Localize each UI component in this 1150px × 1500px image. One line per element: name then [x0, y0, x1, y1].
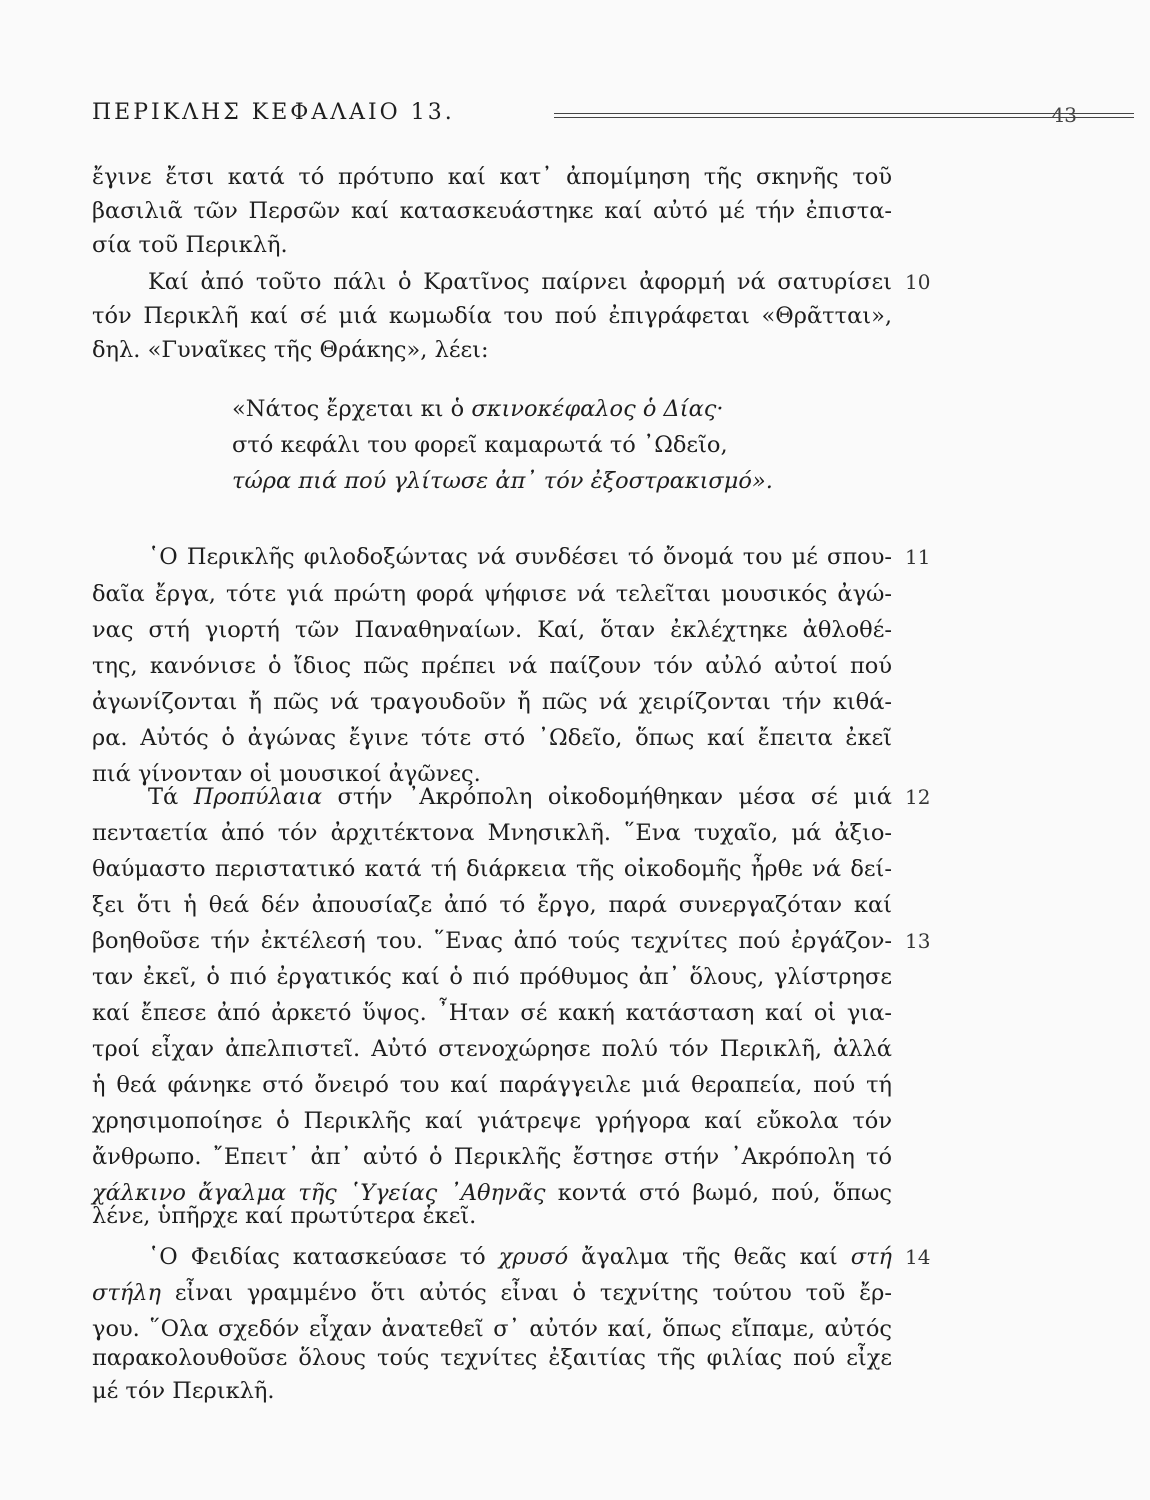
text-run: στήν ᾿Ακρόπολη οἰκοδομήθηκαν μέσα σέ μιά: [322, 784, 893, 810]
text-run: εἶναι γραμμένο ὅτι αὐτός εἶναι ὁ τεχνίτης τούτου τοῦ ἔρ-: [161, 1280, 892, 1306]
text-line: τροί εἶχαν ἀπελπιστεῖ. Αὐτό στενοχώρησε πολύ τόν Περικλῆ, ἀλλά: [92, 1036, 892, 1062]
verse-line: [232, 464, 773, 498]
margin-line-number: 12: [905, 785, 931, 809]
text-line: πιά γίνονταν οἱ μουσικοί ἀγῶνες.: [92, 761, 481, 787]
italic-term: χάλκινο ἄγαλμα τῆς ῾Υγείας ᾿Αθηνᾶς: [92, 1180, 546, 1206]
text-line: ρα. Αὐτός ὁ ἀγώνας ἔγινε τότε στό ᾿Ωδεῖο, ὅπως καί ἔπειτα ἐκεῖ: [92, 725, 892, 751]
text-line: ταν ἐκεῖ, ὁ πιό ἐργατικός καί ὁ πιό πρόθυμος ἀπ᾽ ὅλους, γλίστρησε: [92, 964, 892, 990]
text-run: ῾Ο Φειδίας κατασκεύασε τό: [148, 1244, 499, 1270]
text-line: ἡ θεά φάνηκε στό ὄνειρό του καί παράγγειλε μιά θεραπεία, πού τή: [92, 1072, 892, 1098]
text-run: Τά: [148, 784, 194, 810]
text-line: θαύμαστο περιστατικό κατά τή διάρκεια τῆς οἰκοδομῆς ἦρθε νά δεί-: [92, 856, 892, 882]
margin-line-number: 11: [905, 545, 931, 569]
italic-term: χρυσό: [498, 1244, 569, 1270]
text-line: ῾Ο Περικλῆς φιλοδοξώντας νά συνδέσει τό ὄνομά του μέ σπου-: [148, 544, 892, 570]
verse-line: [232, 392, 724, 426]
text-line: καί ἔπεσε ἀπό ἀρκετό ὕψος. ῏Ηταν σέ κακή κατάσταση καί οἱ για-: [92, 1000, 892, 1026]
margin-line-number: 13: [905, 929, 931, 953]
text-line: ἔγινε ἔτσι κατά τό πρότυπο καί κατ᾽ ἀπομίμηση τῆς σκηνῆς τοῦ: [92, 164, 892, 190]
verse-text: «Νάτος ἔρχεται κι ὁ: [232, 396, 472, 422]
text-line: [148, 1240, 892, 1274]
text-line: δαῖα ἔργα, τότε γιά πρώτη φορά ψήφισε νά τελεῖται μουσικός ἀγώ-: [92, 581, 892, 607]
text-line: παρακολουθοῦσε ὅλους τούς τεχνίτες ἐξαιτίας τῆς φιλίας πού εἶχε: [92, 1345, 892, 1371]
text-line: της, κανόνισε ὁ ἴδιος πῶς πρέπει νά παίζουν τόν αὐλό αὐτοί πού: [92, 653, 892, 679]
text-run: ἄγαλμα τῆς θεᾶς καί: [568, 1244, 851, 1270]
verse-italic: τώρα πιά πού γλίτωσε ἀπ᾽ τόν ἐξοστρακισμό».: [232, 468, 773, 494]
text-line: Καί ἀπό τοῦτο πάλι ὁ Κρατῖνος παίρνει ἀφορμή νά σατυρίσει: [148, 269, 892, 295]
text-line: βοηθοῦσε τήν ἐκτέλεσή του. ῞Ενας ἀπό τούς τεχνίτες πού ἐργάζον-: [92, 928, 892, 954]
italic-term: στήλη: [92, 1280, 162, 1306]
header-rule: [554, 113, 1134, 118]
running-header: [92, 100, 1077, 134]
text-line: [148, 780, 892, 814]
text-line: δηλ. «Γυναῖκες τῆς Θράκης», λέει:: [92, 337, 489, 363]
text-line: μέ τόν Περικλῆ.: [92, 1378, 275, 1404]
text-line: νας στή γιορτή τῶν Παναθηναίων. Καί, ὅταν ἐκλέχτηκε ἀθλοθέ-: [92, 617, 892, 643]
text-line: [92, 1276, 892, 1310]
text-line: ξει ὅτι ἡ θεά δέν ἀπουσίαζε ἀπό τό ἔργο, παρά συνεργαζόταν καί: [92, 892, 892, 918]
page-number: 43: [1051, 103, 1077, 127]
verse-italic: σκινοκέφαλος ὁ Δίας·: [471, 396, 724, 422]
text-line: ἀγωνίζονται ἤ πῶς νά τραγουδοῦν ἤ πῶς νά χειρίζονται τήν κιθά-: [92, 689, 892, 715]
text-line: χρησιμοποίησε ὁ Περικλῆς καί γιάτρεψε γρήγορα καί εὔκολα τόν: [92, 1108, 892, 1134]
italic-term: Προπύλαια: [193, 784, 323, 810]
italic-term: στή: [850, 1244, 893, 1270]
text-line: βασιλιᾶ τῶν Περσῶν καί κατασκευάστηκε καί αὐτό μέ τήν ἐπιστα-: [92, 198, 892, 224]
text-line: γου. ῞Ολα σχεδόν εἶχαν ἀνατεθεῖ σ᾽ αὐτόν καί, ὅπως εἴπαμε, αὐτός: [92, 1316, 892, 1342]
verse-line: στό κεφάλι του φορεῖ καμαρωτά τό ᾿Ωδεῖο,: [232, 432, 728, 458]
margin-line-number: 10: [905, 270, 931, 294]
text-line: πενταετία ἀπό τόν ἀρχιτέκτονα Μνησικλῆ. ῞Ενα τυχαῖο, μά ἀξιο-: [92, 820, 892, 846]
text-line: σία τοῦ Περικλῆ.: [92, 232, 288, 258]
text-line: λένε, ὑπῆρχε καί πρωτύτερα ἐκεῖ.: [92, 1203, 477, 1229]
text-line: τόν Περικλῆ καί σέ μιά κωμωδία του πού ἐπιγράφεται «Θρᾶτται»,: [92, 303, 892, 329]
text-line: ἄνθρωπο. ῎Επειτ᾽ ἀπ᾽ αὐτό ὁ Περικλῆς ἔστησε στήν ᾿Ακρόπολη τό: [92, 1144, 892, 1170]
running-head: ΠΕΡΙΚΛΗΣ ΚΕΦΑΛΑΙΟ 13.: [92, 100, 455, 125]
margin-line-number: 14: [905, 1245, 931, 1269]
text-run: κοντά στό βωμό, πού, ὅπως: [545, 1180, 892, 1206]
